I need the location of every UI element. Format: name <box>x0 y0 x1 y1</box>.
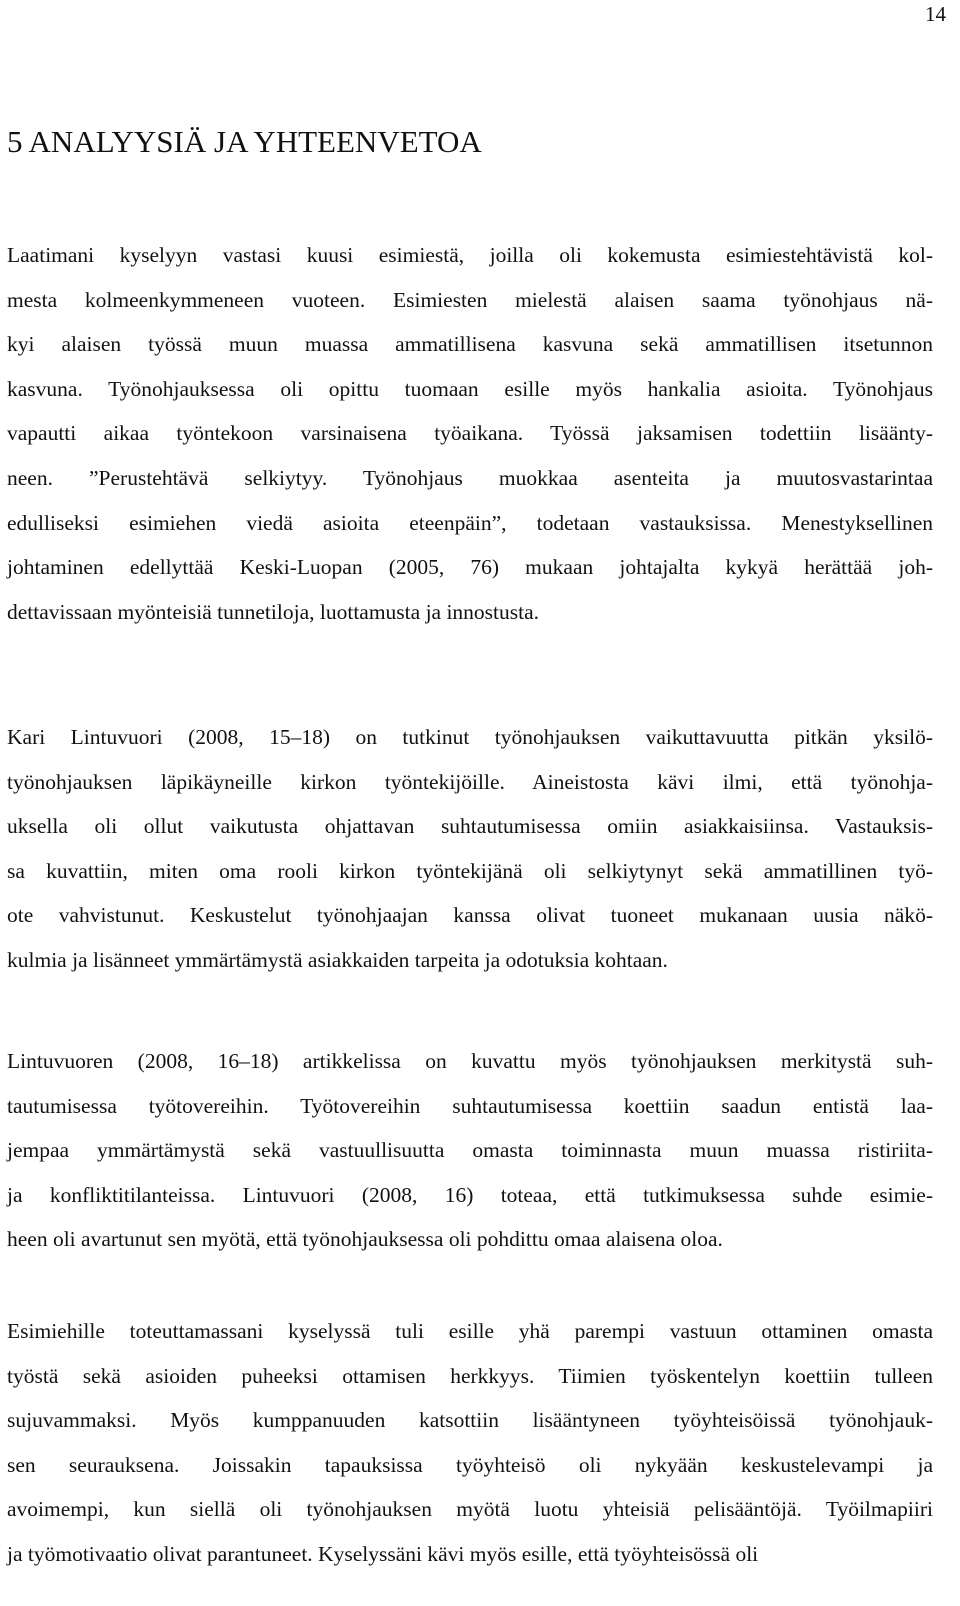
text-line: edulliseksi esimiehen viedä asioita eteenpäin”, todetaan vastauksissa. Menestyksellinen <box>7 510 933 535</box>
text-line: ja konfliktitilanteissa. Lintuvuori (2008, 16) toteaa, että tutkimuksessa suhde esimie- <box>7 1182 933 1207</box>
text-line: työnohjauksen läpikäyneille kirkon työntekijöille. Aineistosta kävi ilmi, että työnohja- <box>7 769 933 794</box>
text-line: sujuvammaksi. Myös kumppanuuden katsottiin lisääntyneen työyhteisöissä työnohjauk- <box>7 1408 933 1433</box>
chapter-title: 5 ANALYYSIÄ JA YHTEENVETOA <box>7 124 482 159</box>
text-line: Lintuvuoren (2008, 16‒18) artikkelissa on kuvattu myös työnohjauksen merkitystä suh- <box>7 1049 933 1073</box>
page-number: 14 <box>925 2 946 26</box>
text-line: jempaa ymmärtämystä sekä vastuullisuutta omasta toiminnasta muun muassa ristiriita- <box>7 1138 933 1163</box>
paragraph-1 <box>7 233 933 634</box>
text-line: Kari Lintuvuori (2008, 15‒18) on tutkinut työnohjauksen vaikuttavuutta pitkän yksilö- <box>7 725 933 749</box>
text-line: neen. ”Perustehtävä selkiytyy. Työnohjaus muokkaa asenteita ja muutosvastarintaa <box>7 465 933 490</box>
text-line: kulmia ja lisänneet ymmärtämystä asiakkaiden tarpeita ja odotuksia kohtaan. <box>7 947 668 972</box>
text-line: sa kuvattiin, miten oma rooli kirkon työntekijänä oli selkiytynyt sekä ammatillinen työ- <box>7 858 933 883</box>
text-line: dettavissaan myönteisiä tunnetiloja, luottamusta ja innostusta. <box>7 599 540 624</box>
text-line: työstä sekä asioiden puheeksi ottamisen herkkyys. Tiimien työskentelyn koettiin tulleen <box>7 1363 933 1388</box>
text-line: kyi alaisen työssä muun muassa ammatillisena kasvuna sekä ammatillisen itsetunnon <box>7 332 933 357</box>
text-line: ote vahvistunut. Keskustelut työnohjaajan kanssa olivat tuoneet mukanaan uusia näkö- <box>7 903 933 928</box>
text-line: vapautti aikaa työntekoon varsinaisena työaikana. Työssä jaksamisen todettiin lisäänty- <box>7 421 933 446</box>
paragraph-4 <box>7 1309 933 1577</box>
text-line: mesta kolmeenkymmeneen vuoteen. Esimiesten mielestä alaisen saama työnohjaus nä- <box>7 287 933 312</box>
text-line: ja työmotivaatio olivat parantuneet. Kyselyssäni kävi myös esille, että työyhteisössä oli <box>7 1541 759 1566</box>
text-line: Laatimani kyselyyn vastasi kuusi esimiestä, joilla oli kokemusta esimiestehtävistä kol- <box>7 243 933 267</box>
text-line: tautumisessa työtovereihin. Työtovereihin suhtautumisessa koettiin saadun entistä laa- <box>7 1093 933 1118</box>
text-line: johtaminen edellyttää Keski-Luopan (2005, 76) mukaan johtajalta kykyä herättää joh- <box>7 555 933 580</box>
text-line: uksella oli ollut vaikutusta ohjattavan suhtautumisessa omiin asiakkaisiinsa. Vastauksis- <box>7 814 933 839</box>
text-line: heen oli avartunut sen myötä, että työnohjauksessa oli pohdittu omaa alaisena oloa. <box>7 1227 723 1252</box>
paragraph-3 <box>7 1039 933 1262</box>
text-line: sen seurauksena. Joissakin tapauksissa työyhteisö oli nykyään keskustelevampi ja <box>7 1452 933 1477</box>
text-line: kasvuna. Työnohjauksessa oli opittu tuomaan esille myös hankalia asioita. Työnohjaus <box>7 376 933 401</box>
paragraph-2 <box>7 715 933 983</box>
text-line: avoimempi, kun siellä oli työnohjauksen myötä luotu yhteisiä pelisääntöjä. Työilmapiiri <box>7 1497 933 1522</box>
text-line: Esimiehille toteuttamassani kyselyssä tuli esille yhä parempi vastuun ottaminen omasta <box>7 1319 933 1343</box>
